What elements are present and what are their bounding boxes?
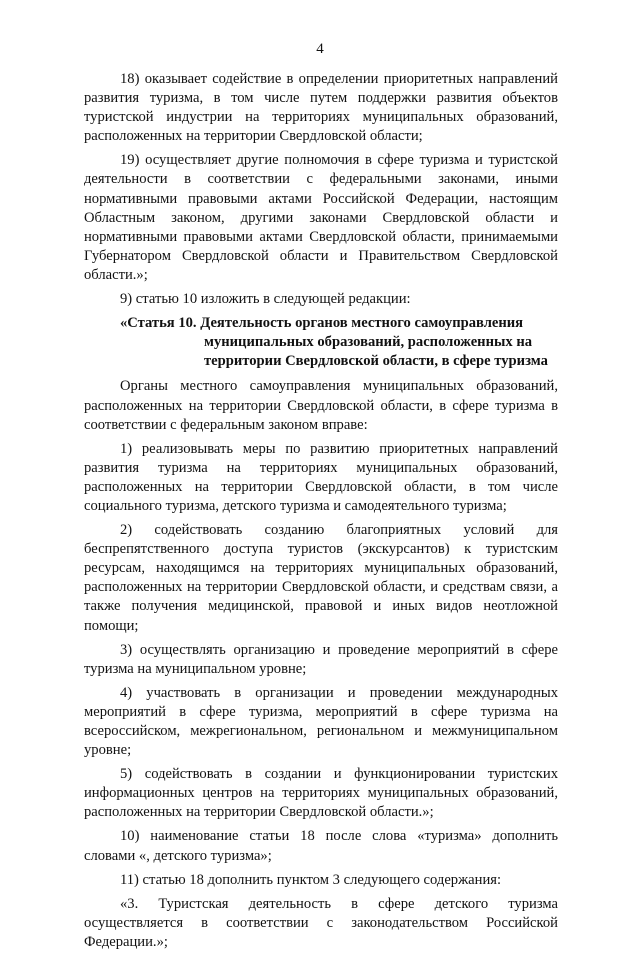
article-10-heading — [84, 314, 558, 371]
article-heading-line-3: территории Свердловской области, в сфере туризма — [204, 353, 548, 370]
paragraph-amendment-11: 11) статью 18 дополнить пунктом 3 следующего содержания: — [120, 871, 502, 888]
article-heading-line-1: «Статья 10. Деятельность органов местного самоуправления — [120, 315, 524, 332]
article-heading-line-2: муниципальных образований, расположенных на — [204, 334, 533, 351]
paragraph-amendment-10: 10) наименование статьи 18 после слова «туризма» дополнить словами «, детского туризма»; — [84, 828, 558, 864]
article-10-item-1: 1) реализовывать меры по развитию приоритетных направлений развития туризма на территориях муниципальных образований, расположенных на территории Свердловской области, в том числе социального туризма, детского туризма и самодеятельного туризма; — [84, 440, 558, 514]
article-10-item-2: 2) содействовать созданию благоприятных условий для беспрепятственного доступа туристов (экскурсантов) к туристским ресурсам, находящимся на территориях муниципальных образований, расположенных на территории Свердловской области, и средствам связи, а также получения медицинской, правовой и иных видов неотложной помощи; — [84, 522, 558, 634]
article-18-item-3: «3. Туристская деятельность в сфере детского туризма осуществляется в соответствии с законодательством Российской Федерации.»; — [84, 895, 558, 950]
article-10-item-4: 4) участвовать в организации и проведении международных мероприятий в сфере туризма, мероприятий в сфере туризма на всероссийском, межрегиональном, региональном и межмуниципальном уровне; — [84, 684, 558, 759]
paragraph-amendment-9: 9) статью 10 изложить в следующей редакции: — [120, 291, 411, 308]
paragraph-item-19: 19) осуществляет другие полномочия в сфере туризма и туристской деятельности в соответствии с федеральными законами, иными нормативными правовыми актами Российской Федерации, настоящим Областным законом, другими законами Свердловской области и нормативными правовыми актами Свердловской области, принимаемыми Губернатором Свердловской области и Правительством Свердловской области.»; — [84, 152, 558, 283]
article-10-intro: Органы местного самоуправления муниципальных образований, расположенных на территории Свердловской области, в сфере туризма в соответствии с федеральным законом вправе: — [84, 378, 558, 433]
document-body — [84, 70, 558, 957]
page-number: 4 — [316, 41, 324, 57]
article-10-item-5: 5) содействовать в создании и функционировании туристских информационных центров на территориях муниципальных образований, расположенных на территории Свердловской области.»; — [84, 766, 558, 821]
article-10-item-3: 3) осуществлять организацию и проведение мероприятий в сфере туризма на муниципальном уровне; — [84, 641, 558, 677]
paragraph-item-18: 18) оказывает содействие в определении приоритетных направлений развития туризма, в том числе путем поддержки развития объектов туристской индустрии на территориях муниципальных образований, расположенных на территории Свердловской области; — [84, 71, 558, 145]
